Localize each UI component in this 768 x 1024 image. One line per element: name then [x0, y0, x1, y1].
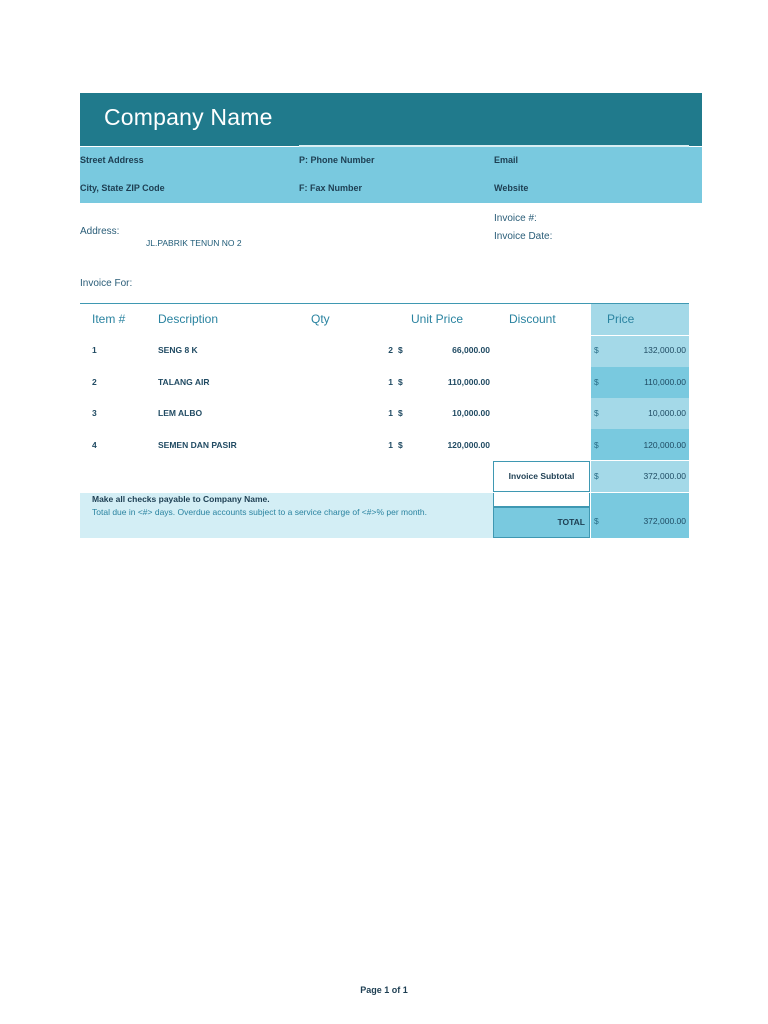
subtotal-amount: 372,000.00	[643, 471, 686, 481]
item-description: SEMEN DAN PASIR	[158, 440, 237, 450]
price-cell	[591, 398, 689, 429]
total-currency: $	[594, 516, 599, 526]
item-description: SENG 8 K	[158, 345, 198, 355]
item-number: 1	[92, 345, 97, 355]
total-amount: 372,000.00	[643, 516, 686, 526]
total-price-cell	[591, 493, 689, 538]
address-label: Address:	[80, 226, 120, 237]
email: Email	[494, 155, 519, 165]
address-value: JL.PABRIK TENUN NO 2	[146, 238, 242, 248]
table-row	[0, 429, 768, 461]
price-currency: $	[594, 377, 599, 387]
company-name: Company Name	[104, 104, 273, 130]
phone-number: P: Phone Number	[299, 155, 375, 165]
terms-note: Total due in <#> days. Overdue accounts subject to a service charge of <#>% per month.	[92, 507, 428, 517]
total-box	[493, 507, 590, 538]
blank-cell	[493, 493, 590, 507]
fax-number: F: Fax Number	[299, 183, 363, 193]
unit-currency: $	[398, 345, 403, 355]
header-price: Price	[607, 312, 635, 326]
price-currency: $	[594, 345, 599, 355]
subtotal-label: Invoice Subtotal	[508, 471, 575, 481]
header-description: Description	[158, 312, 219, 326]
unit-currency: $	[398, 440, 403, 450]
item-qty: 1	[388, 440, 393, 450]
invoice-for-label: Invoice For:	[80, 278, 133, 289]
item-qty: 1	[388, 377, 393, 387]
unit-currency: $	[398, 377, 403, 387]
price-amount: 132,000.00	[643, 345, 686, 355]
price-amount: 120,000.00	[643, 440, 686, 450]
city-state-zip: City, State ZIP Code	[80, 183, 165, 193]
invoice-number-label: Invoice #:	[494, 213, 537, 224]
item-number: 3	[92, 408, 97, 418]
item-number: 2	[92, 377, 97, 387]
website: Website	[494, 183, 529, 193]
table-row	[0, 367, 768, 399]
subtotal-box	[493, 461, 590, 492]
page-number: Page 1 of 1	[360, 985, 408, 995]
item-description: LEM ALBO	[158, 408, 203, 418]
item-number: 4	[92, 440, 97, 450]
total-label: TOTAL	[557, 517, 585, 527]
price-currency: $	[594, 408, 599, 418]
unit-price: 66,000.00	[452, 345, 490, 355]
price-cell	[591, 429, 689, 460]
table-row	[0, 398, 768, 430]
contact-band	[80, 147, 702, 203]
item-qty: 1	[388, 408, 393, 418]
price-amount: 110,000.00	[644, 377, 686, 387]
item-description: TALANG AIR	[158, 377, 210, 387]
payment-note: Make all checks payable to Company Name.	[92, 494, 270, 504]
subtotal-price-cell	[591, 461, 689, 492]
unit-currency: $	[398, 408, 403, 418]
price-cell	[591, 336, 689, 367]
unit-price: 120,000.00	[447, 440, 490, 450]
header-unit-price: Unit Price	[411, 312, 464, 326]
price-amount: 10,000.00	[648, 408, 686, 418]
table-row	[0, 336, 768, 368]
header-item: Item #	[92, 312, 126, 326]
header-qty: Qty	[311, 312, 330, 326]
unit-price: 10,000.00	[452, 408, 490, 418]
street-address: Street Address	[80, 155, 144, 165]
subtotal-currency: $	[594, 471, 599, 481]
item-qty: 2	[388, 345, 393, 355]
price-cell	[591, 367, 689, 398]
price-currency: $	[594, 440, 599, 450]
price-column-header-bg	[591, 304, 689, 335]
invoice-date-label: Invoice Date:	[494, 231, 553, 242]
header-discount: Discount	[509, 312, 556, 326]
unit-price: 110,000.00	[447, 377, 490, 387]
